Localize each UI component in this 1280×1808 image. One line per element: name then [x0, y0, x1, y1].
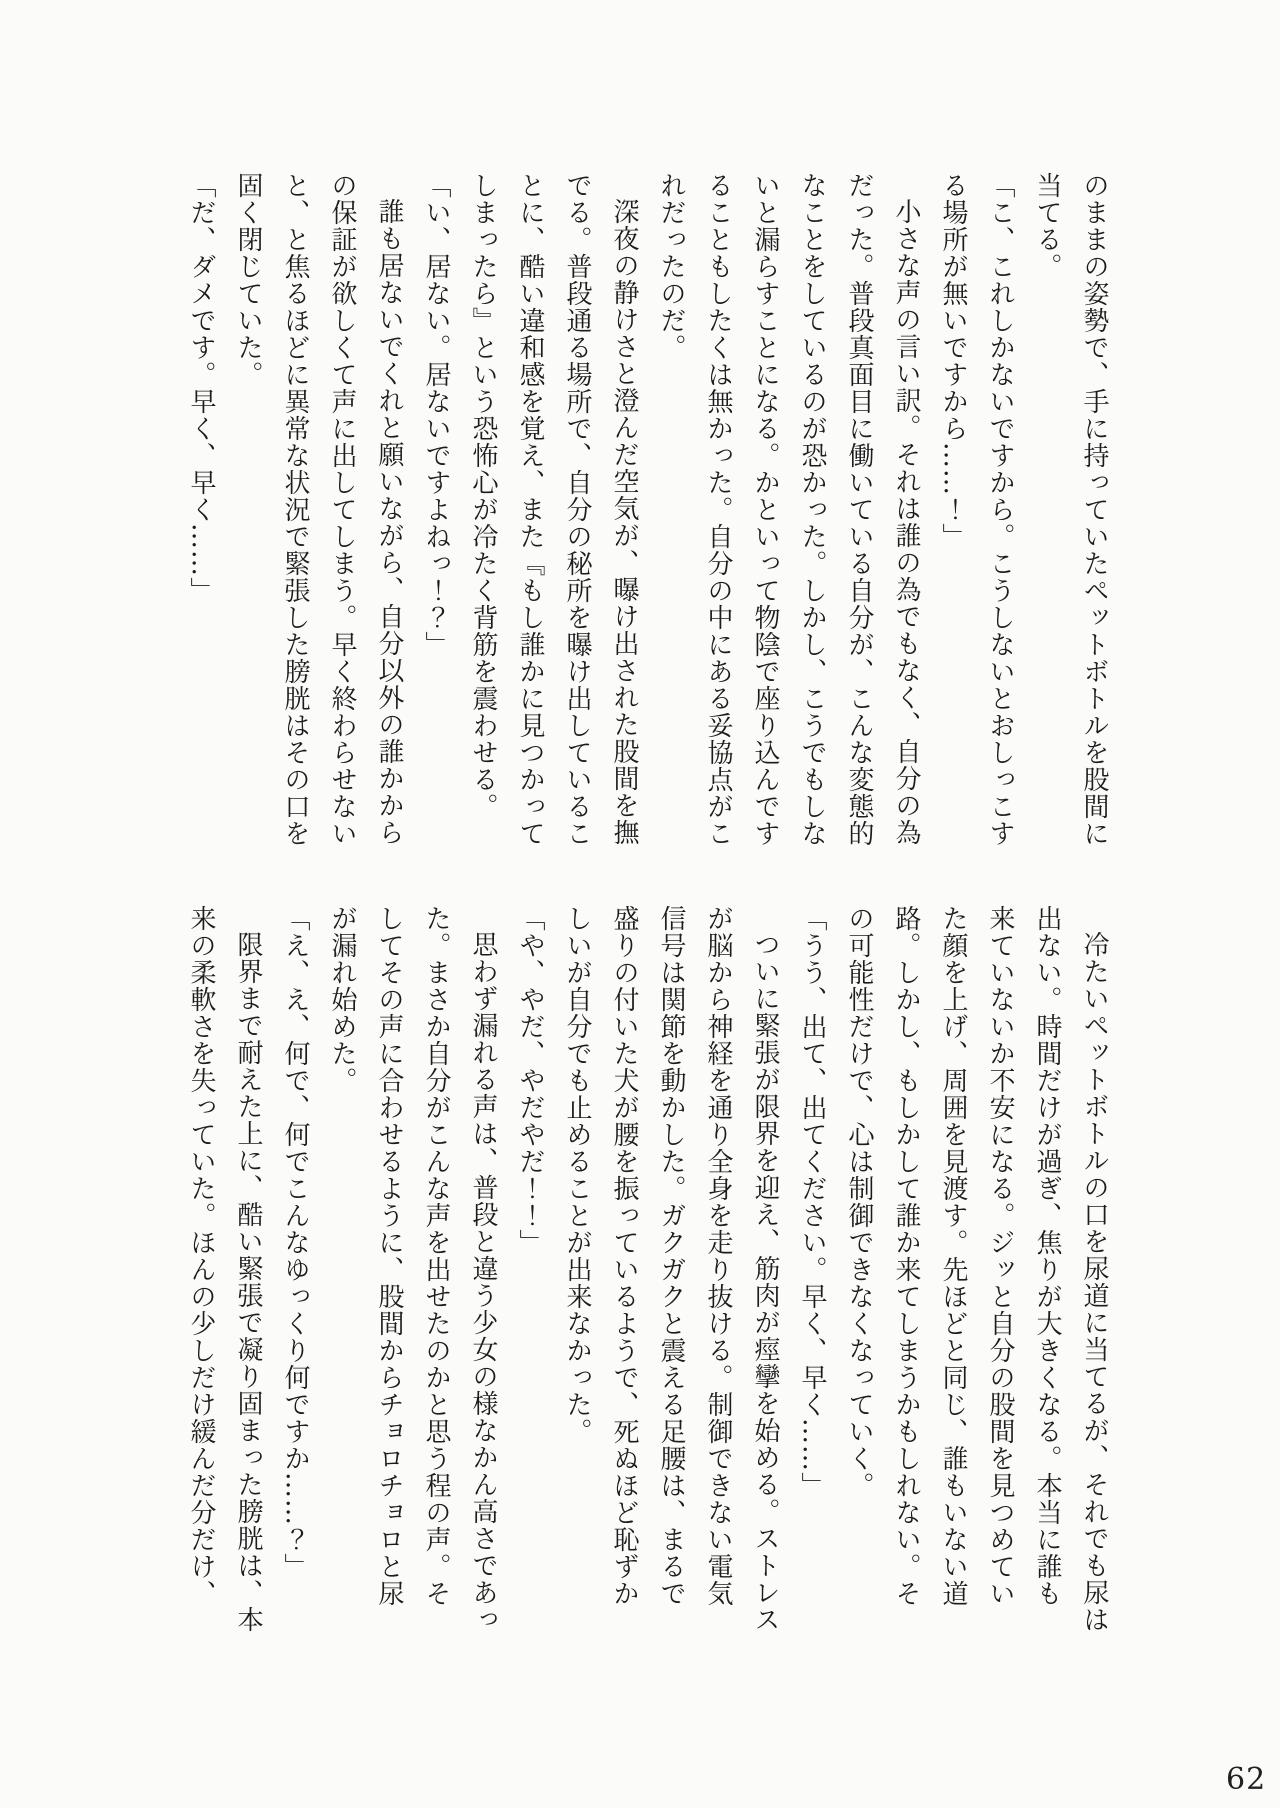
paragraph: 思わず漏れる声は、普段と違う少女の様なかん高さであった。まさか自分がこんな声を出せたのかと思う程の声。そしてその声に合わせるように、股間からチョロチョロと尿が漏れ始めた。 — [327, 905, 498, 1633]
paragraph: ついに緊張が限界を迎え、筋肉が痙攣を始める。ストレスが脳から神経を通り全身を走り抜ける。制御できない電気信号は関節を動かした。ガクガクと震える足腰は、まるで盛りの付いた犬が腰を振っているようで、死ぬほど恥ずかしいが自分でも止めることが出来なかった。 — [562, 905, 780, 1633]
paragraph: 「だ、ダメです。早く、早く……」 — [186, 172, 216, 604]
paragraph: 冷たいペットボトルの口を尿道に当てるが、それでも尿は出ない。時間だけが過ぎ、焦りが大きくなる。本当に誰も来ていないか不安になる。ジッと自分の股間を見つめていた顔を上げ、周囲を見渡す。先ほどと同じ、誰もいない道路。しかし、もしかして誰か来てしまうかもしれない。その可能性だけで、心は制御できなくなっていく。 — [844, 905, 1109, 1633]
paragraph: 「こ、これしかないですから。こうしないとおしっこする場所が無いですから……！」 — [938, 172, 1015, 847]
paragraph: 限界まで耐えた上に、酷い緊張で凝り固まった膀胱は、本来の柔軟さを失っていた。ほんの少しだけ緩んだ分だけ、 — [186, 905, 263, 1633]
paragraph: 小さな声の言い訳。それは誰の為でもなく、自分の為だった。普段真面目に働いている自分が、こんな変態的なことをしているのが恐かった。しかし、こうでもしないと漏らすことになる。かといって物陰で座り込んですることもしたくは無かった。自分の中にある妥協点がこれだったのだ。 — [656, 172, 921, 847]
paragraph: のままの姿勢で、手に持っていたペットボトルを股間に当てる。 — [1032, 172, 1109, 847]
paragraph: 深夜の静けさと澄んだ空気が、曝け出された股間を撫でる。普段通る場所で、自分の秘所を曝け出していることに、酷い違和感を覚え、また『もし誰かに見つかってしまったら』という恐怖心が冷たく背筋を震わせる。 — [468, 172, 639, 847]
paragraph: 「い、居ない。居ないですよねっ！？」 — [421, 172, 451, 658]
paragraph: 誰も居ないでくれと願いながら、自分以外の誰かからの保証が欲しくて声に出してしまう。早く終わらせないと、と焦るほどに異常な状況で緊張した膀胱はその口を固く閉じていた。 — [233, 172, 404, 847]
text-block-top — [177, 172, 1117, 872]
paragraph: 「や、やだ、やだやだ！！」 — [515, 905, 545, 1256]
paragraph: 「うう、出て、出てください。早く、早く……」 — [797, 905, 827, 1499]
page-number: 62 — [1226, 1762, 1267, 1797]
paragraph: 「え、え、何で、何でこんなゆっくり何ですか……？」 — [280, 905, 310, 1580]
text-block-bottom — [177, 905, 1117, 1633]
